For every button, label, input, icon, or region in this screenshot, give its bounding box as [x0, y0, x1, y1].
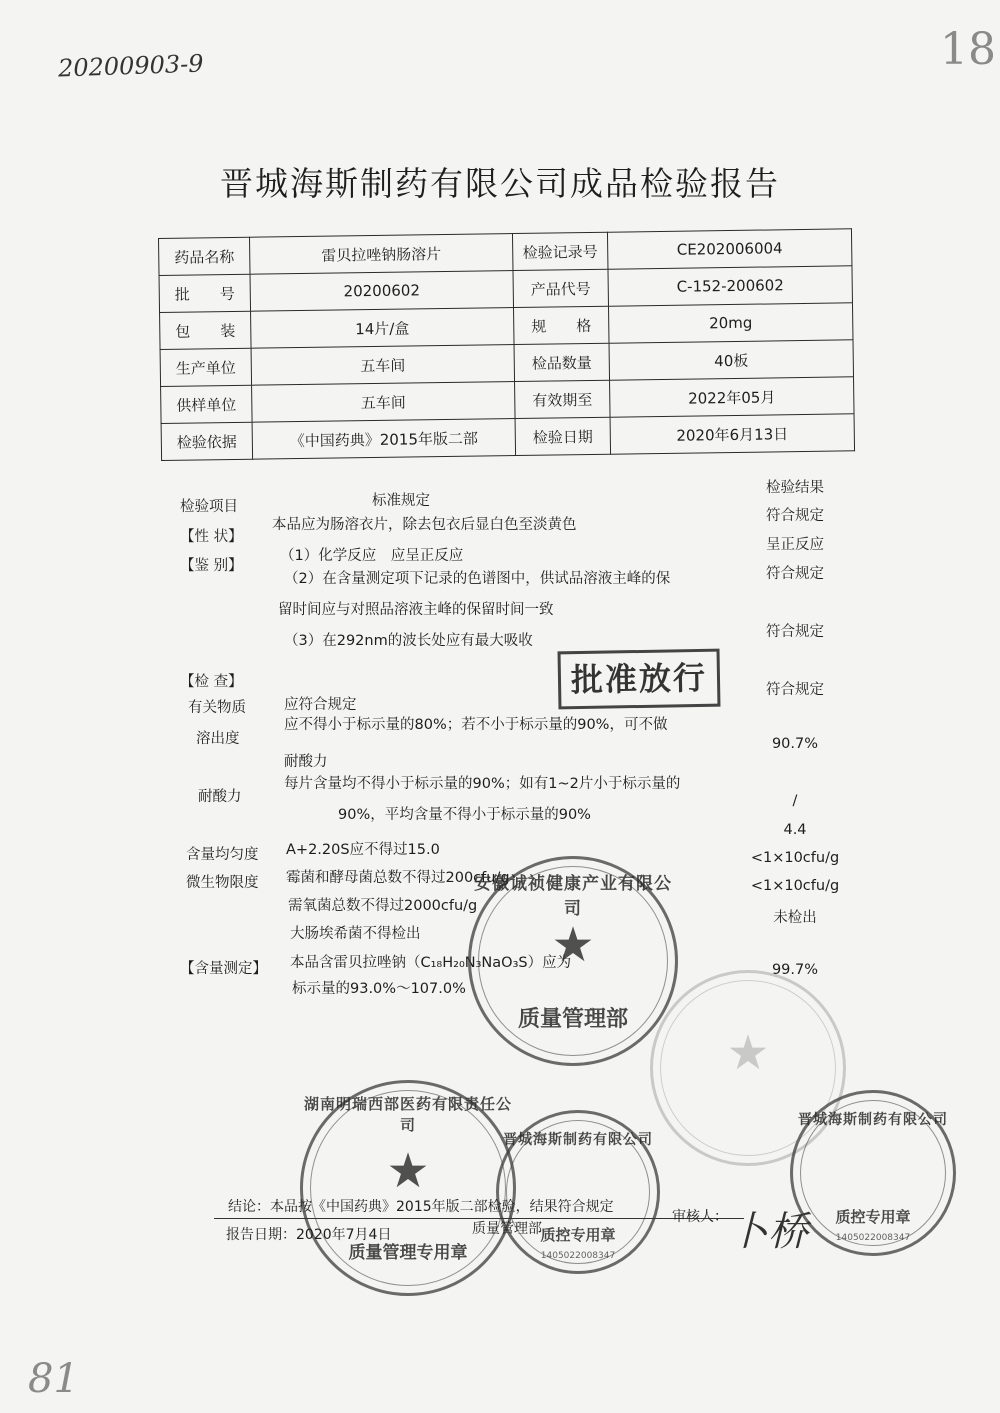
seal-number: 1405022008347: [835, 1233, 911, 1243]
info-label: 供样单位: [161, 385, 253, 423]
handwritten-page-number: 18: [940, 24, 996, 75]
info-label: 药品名称: [159, 237, 251, 275]
info-label: 包 装: [160, 311, 252, 349]
star-icon: ★: [726, 1024, 770, 1081]
test-result: 未检出: [773, 910, 817, 926]
info-value: 雷贝拉唑钠肠溶片: [249, 234, 512, 275]
test-standard: 大肠埃希菌不得检出: [290, 926, 421, 942]
dept-label: 质量管理部: [472, 1221, 542, 1237]
header-result: 检验结果: [766, 480, 824, 496]
seal-dept: 质控专用章: [835, 1208, 911, 1226]
test-standard: 标示量的93.0%～107.0%: [292, 981, 466, 997]
info-value: 14片/盒: [251, 308, 514, 349]
conclusion: 结论：本品按《中国药典》2015年版二部检验，结果符合规定: [228, 1199, 614, 1215]
report-date: 报告日期：2020年7月4日: [226, 1227, 392, 1243]
test-result: <1×10cfu/g: [750, 850, 840, 866]
test-result: 符合规定: [766, 682, 824, 698]
test-result: 99.7%: [771, 962, 819, 978]
test-result: <1×10cfu/g: [750, 878, 840, 894]
info-value: 40板: [609, 340, 853, 380]
info-label: 产品代号: [513, 269, 609, 307]
info-value: 五车间: [252, 382, 515, 423]
test-result: 符合规定: [766, 624, 824, 640]
seal-dept: 质量管理部: [517, 1007, 628, 1032]
seal-dept: 质控专用章: [540, 1226, 616, 1244]
test-label-youguan: 有关物质: [188, 700, 246, 716]
info-value: C-152-200602: [608, 266, 852, 306]
test-result: /: [792, 793, 798, 809]
test-standard: 耐酸力: [284, 754, 328, 770]
seal-company: 安徽诚祯健康产业有限公司: [474, 874, 672, 919]
seal-dept: 质量管理专用章: [348, 1243, 468, 1263]
test-result: 符合规定: [766, 508, 824, 524]
manufacturer-qc-seal: [496, 1110, 660, 1274]
star-icon: ★: [551, 916, 595, 973]
star-icon: ★: [386, 1143, 430, 1200]
header-item: 检验项目: [180, 499, 238, 515]
header-standard: 标准规定: [372, 493, 430, 509]
test-standard: 留时间应与对照品溶液主峰的保留时间一致: [278, 602, 554, 618]
quality-dept-seal: [468, 856, 678, 1066]
info-label: 生产单位: [160, 348, 252, 386]
reviewer-signature: 卜桥: [728, 1209, 808, 1255]
test-label-jiancha: 【检 查】: [180, 674, 243, 690]
info-value: 《中国药典》2015年版二部: [252, 419, 515, 460]
info-value: CE202006004: [607, 229, 851, 269]
handwritten-ref-number: 20200903-9: [57, 49, 204, 83]
handwritten-page-number-bottom: 81: [28, 1356, 79, 1402]
info-value: 20200602: [250, 271, 513, 312]
test-label-xingzhuang: 【性 状】: [180, 529, 243, 545]
test-standard: 霉菌和酵母菌总数不得过200cfu/g: [286, 870, 510, 886]
info-value: 2020年6月13日: [610, 414, 854, 454]
test-standard: A+2.20S应不得过15.0: [286, 842, 440, 858]
info-label: 规 格: [514, 306, 610, 344]
test-standard: （1）化学反应 应呈正反应: [280, 548, 464, 564]
info-label: 检验记录号: [512, 232, 608, 270]
seal-company: 晋城海斯制药有限公司: [798, 1112, 948, 1128]
test-label-hanliang: 【含量测定】: [180, 961, 267, 977]
info-value: 2022年05月: [610, 377, 854, 417]
product-info-table: [158, 228, 855, 461]
test-standard: 本品含雷贝拉唑钠（C₁₈H₂₀N₃NaO₃S）应为: [290, 955, 572, 971]
reviewer-label: 审核人：: [672, 1209, 728, 1225]
test-standard: 应不得小于标示量的80%；若不小于标示量的90%，可不做: [284, 717, 668, 733]
test-standard: 应符合规定: [284, 697, 357, 713]
info-label: 有效期至: [515, 380, 611, 418]
test-label-weishengwu: 微生物限度: [186, 875, 259, 891]
test-standard: 本品应为肠溶衣片，除去包衣后显白色至淡黄色: [272, 517, 577, 533]
info-label: 批 号: [159, 274, 251, 312]
test-result: 符合规定: [766, 566, 824, 582]
test-label-naisuan: 耐酸力: [198, 789, 242, 805]
test-standard: 90%，平均含量不得小于标示量的90%: [338, 807, 591, 823]
distributor-seal: [300, 1080, 516, 1296]
info-value: 五车间: [251, 345, 514, 386]
info-label: 检验依据: [161, 422, 253, 460]
test-label-rongchu: 溶出度: [196, 731, 240, 747]
test-standard: （2）在含量测定项下记录的色谱图中，供试品溶液主峰的保: [284, 571, 671, 587]
test-standard: （3）在292nm的波长处应有最大吸收: [284, 633, 533, 649]
test-result: 4.4: [783, 822, 807, 838]
info-label: 检验日期: [515, 417, 611, 455]
test-standard: 每片含量均不得小于标示量的90%；如有1~2片小于标示量的: [284, 776, 681, 792]
report-title: 晋城海斯制药有限公司成品检验报告: [220, 164, 780, 203]
seal-company: 湖南明瑞西部医药有限责任公司: [303, 1095, 512, 1134]
seal-number: 1405022008347: [540, 1251, 616, 1261]
info-value: 20mg: [608, 303, 852, 343]
manufacturer-qc-seal-2: [790, 1090, 956, 1256]
test-result: 呈正反应: [766, 537, 824, 553]
approval-stamp: 批准放行: [558, 649, 721, 710]
info-label: 检品数量: [514, 343, 610, 381]
test-standard: 需氧菌总数不得过2000cfu/g: [288, 898, 478, 914]
test-label-junyi: 含量均匀度: [186, 847, 259, 863]
test-result: 90.7%: [771, 736, 819, 752]
seal-company: 晋城海斯制药有限公司: [503, 1132, 653, 1148]
test-label-jianbie: 【鉴 别】: [180, 558, 243, 574]
